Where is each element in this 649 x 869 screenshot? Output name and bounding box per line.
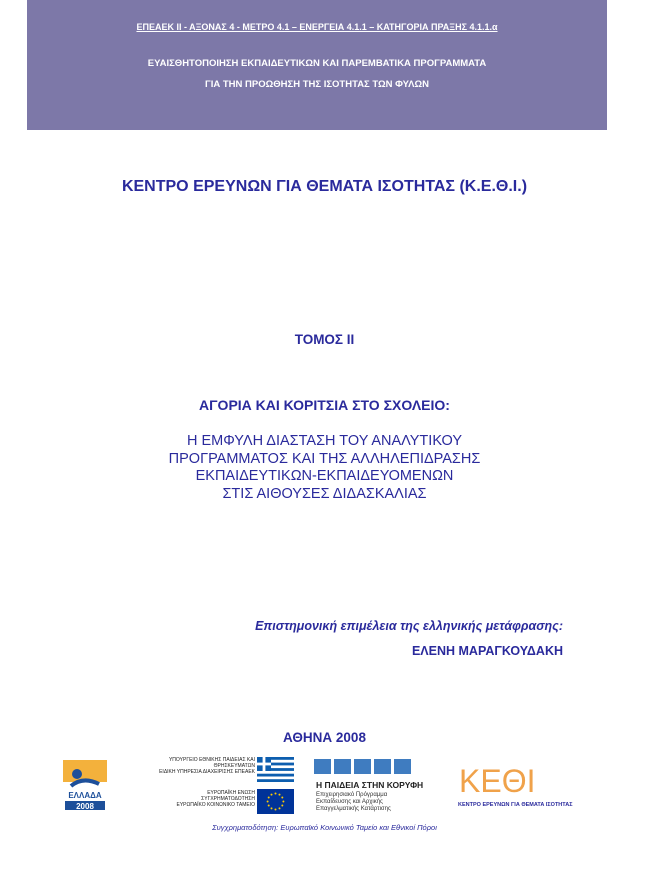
program-line: ΕΠΕΑΕΚ ΙΙ - ΑΞΟΝΑΣ 4 - ΜΕΤΡΟ 4.1 – ΕΝΕΡΓΕΙΑ 4.1.1 – ΚΑΤΗΓΟΡΙΑ ΠΡΑΞΗΣ 4.1.1.α — [136, 22, 498, 32]
subtitle-line: ΕΚΠΑΙΔΕΥΤΙΚΩΝ-ΕΚΠΑΙΔΕΥΟΜΕΝΩΝ — [195, 468, 454, 484]
paideia-logo-squares — [314, 759, 414, 779]
paideia-square — [394, 759, 411, 774]
eu-line: ΕΥΡΩΠΑΪΚΗ ΕΝΩΣΗ — [207, 790, 255, 796]
place-year: ΑΘΗΝΑ 2008 — [283, 730, 366, 745]
paideia-square — [334, 759, 351, 774]
ellada-year: 2008 — [76, 802, 94, 811]
eu-line: ΕΥΡΩΠΑΪΚΟ ΚΟΙΝΩΝΙΚΟ ΤΑΜΕΙΟ — [176, 802, 255, 808]
funding-note: Συγχρηματοδότηση: Ευρωπαϊκό Κοινωνικό Ταμείο και Εθνικοί Πόροι — [212, 823, 437, 832]
project-line-1: ΕΥΑΙΣΘΗΤΟΠΟΙΗΣΗ ΕΚΠΑΙΔΕΥΤΙΚΩΝ ΚΑΙ ΠΑΡΕΜΒΑΤΙΚΑ ΠΡΟΓΡΑΜΜΑΤΑ — [147, 58, 487, 69]
paideia-line: Επιχειρησιακό Πρόγραμμα — [316, 792, 388, 798]
ministry-line: ΕΙΔΙΚΗ ΥΠΗΡΕΣΙΑ ΔΙΑΧΕΙΡΙΣΗΣ ΕΠΕΑΕΚ — [159, 769, 255, 775]
subtitle — [0, 433, 649, 503]
subtitle-line: Η ΕΜΦΥΛΗ ΔΙΑΣΤΑΣΗ ΤΟΥ ΑΝΑΛΥΤΙΚΟΥ — [186, 433, 463, 449]
kethi-logo — [457, 764, 577, 794]
eu-text — [150, 790, 255, 808]
paideia-description — [316, 792, 446, 813]
editor-name: ΕΛΕΝΗ ΜΑΡΑΓΚΟΥΔΑΚΗ — [411, 644, 563, 658]
ministry-text — [127, 757, 255, 775]
organization-title: ΚΕΝΤΡΟ ΕΡΕΥΝΩΝ ΓΙΑ ΘΕΜΑΤΑ ΙΣΟΤΗΤΑΣ (Κ.Ε.Θ.Ι.) — [121, 178, 528, 195]
editor-label: Επιστημονική επιμέλεια της ελληνικής μετάφρασης: — [255, 619, 563, 633]
paideia-line: Επαγγελματικής Κατάρτισης — [316, 806, 391, 812]
ellada-text: ΕΛΛΑΔΑ — [68, 791, 102, 800]
paideia-line: Εκπαίδευσης και Αρχικής — [316, 799, 383, 805]
subtitle-line: ΠΡΟΓΡΑΜΜΑΤΟΣ ΚΑΙ ΤΗΣ ΑΛΛΗΛΕΠΙΔΡΑΣΗΣ — [168, 450, 481, 467]
ministry-line: ΥΠΟΥΡΓΕΙΟ ΕΘΝΙΚΗΣ ΠΑΙΔΕΙΑΣ ΚΑΙ ΘΡΗΣΚΕΥΜΑΤΩΝ — [168, 757, 255, 769]
eu-flag-icon — [257, 789, 294, 814]
paideia-title: Η ΠΑΙΔΕΙΑ ΣΤΗΝ ΚΟΡΥΦΗ — [316, 780, 424, 790]
volume-label: ΤΟΜΟΣ ΙΙ — [294, 332, 355, 347]
kethi-logo-text: ΚΕΘΙ — [459, 764, 536, 796]
greek-flag-icon — [257, 757, 294, 782]
project-line-2: ΓΙΑ ΤΗΝ ΠΡΟΩΘΗΣΗ ΤΗΣ ΙΣΟΤΗΤΑΣ ΤΩΝ ΦΥΛΩΝ — [205, 79, 429, 90]
eu-line: ΣΥΓΧΡΗΜΑΤΟΔΟΤΗΣΗ — [201, 796, 255, 802]
paideia-square — [314, 759, 331, 774]
header-band — [27, 0, 607, 130]
paideia-square — [374, 759, 391, 774]
subtitle-line: ΣΤΙΣ ΑΙΘΟΥΣΕΣ ΔΙΔΑΣΚΑΛΙΑΣ — [222, 485, 427, 502]
ellada-2008-logo — [55, 758, 115, 818]
kethi-subtitle: ΚΕΝΤΡΟ ΕΡΕΥΝΩΝ ΓΙΑ ΘΕΜΑΤΑ ΙΣΟΤΗΤΑΣ — [458, 802, 573, 808]
paideia-square — [354, 759, 371, 774]
main-title: ΑΓΟΡΙΑ ΚΑΙ ΚΟΡΙΤΣΙΑ ΣΤΟ ΣΧΟΛΕΙΟ: — [199, 397, 450, 413]
